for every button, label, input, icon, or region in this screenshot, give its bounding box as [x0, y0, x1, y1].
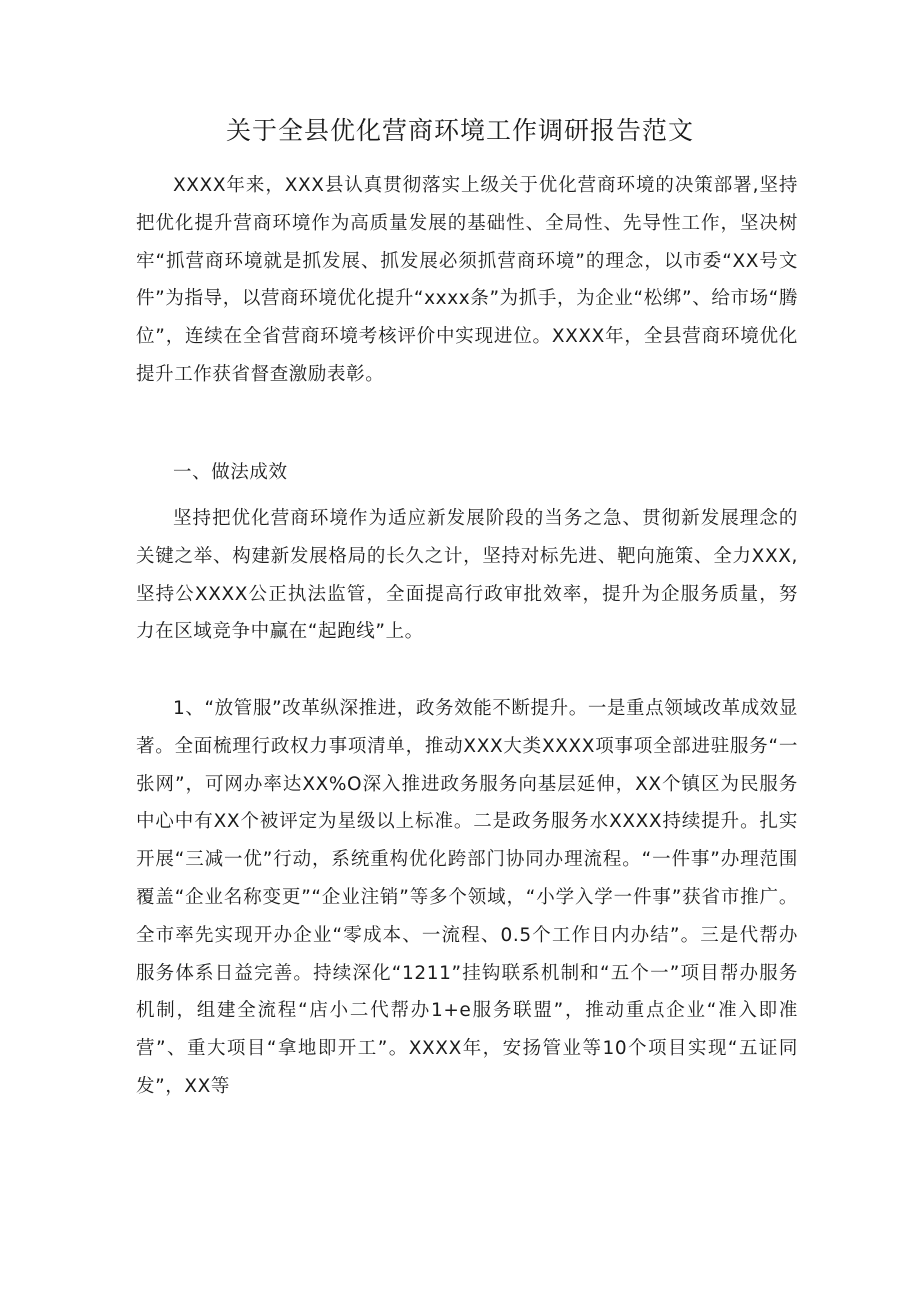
item-1-paragraph: 1、“放管服”改革纵深推进，政务效能不断提升。一是重点领域改革成效显著。全面梳理行政权力事项清单，推动XXX大类XXXX项事项全部进驻服务“一张网”，可网办率达XX%O深入推进政务服务向基层延伸，XX个镇区为民服务中心中有XX个被评定为星级以上标准。二是政务服务水XXXX持续提升。扎实开展“三减一优”行动，系统重构优化跨部门协同办理流程。“一件事”办理范围覆盖“企业名称变更”“企业注销”等多个领域，“小学入学一件事”获省市推广。全市率先实现开办企业“零成本、一流程、0.5个工作日内办结”。三是代帮办服务体系日益完善。持续深化“1211”挂钩联系机制和“五个一”项目帮办服务机制，组建全流程“店小二代帮办1+e服务联盟”，推动重点企业“准入即准营”、重大项目“拿地即开工”。XXXX年，安扬管业等10个项目实现“五证同发”，XX等: [136, 698, 798, 1097]
intro-paragraph: XXXX年来，XXX县认真贯彻落实上级关于优化营商环境的决策部署,坚持把优化提升营商环境作为高质量发展的基础性、全局性、先导性工作，坚决树牢“抓营商环境就是抓发展、抓发展必须抓营商环境”的理念，以市委“XX号文件”为指导，以营商环境优化提升“xxxx条”为抓手，为企业“松绑”、给市场“腾位”，连续在全省营商环境考核评价中实现进位。XXXX年，全县营商环境优化提升工作获省督查激励表彰。: [136, 175, 798, 385]
section-intro-paragraph: 坚持把优化营商环境作为适应新发展阶段的当务之急、贯彻新发展理念的关键之举、构建新发展格局的长久之计，坚持对标先进、靶向施策、全力XXX,坚持公XXXX公正执法监管，全面提高行政审批效率，提升为企服务质量，努力在区域竞争中赢在“起跑线”上。: [136, 508, 798, 643]
section-heading: 一、做法成效: [173, 462, 288, 483]
document-title: 关于全县优化营商环境工作调研报告范文: [225, 116, 694, 145]
